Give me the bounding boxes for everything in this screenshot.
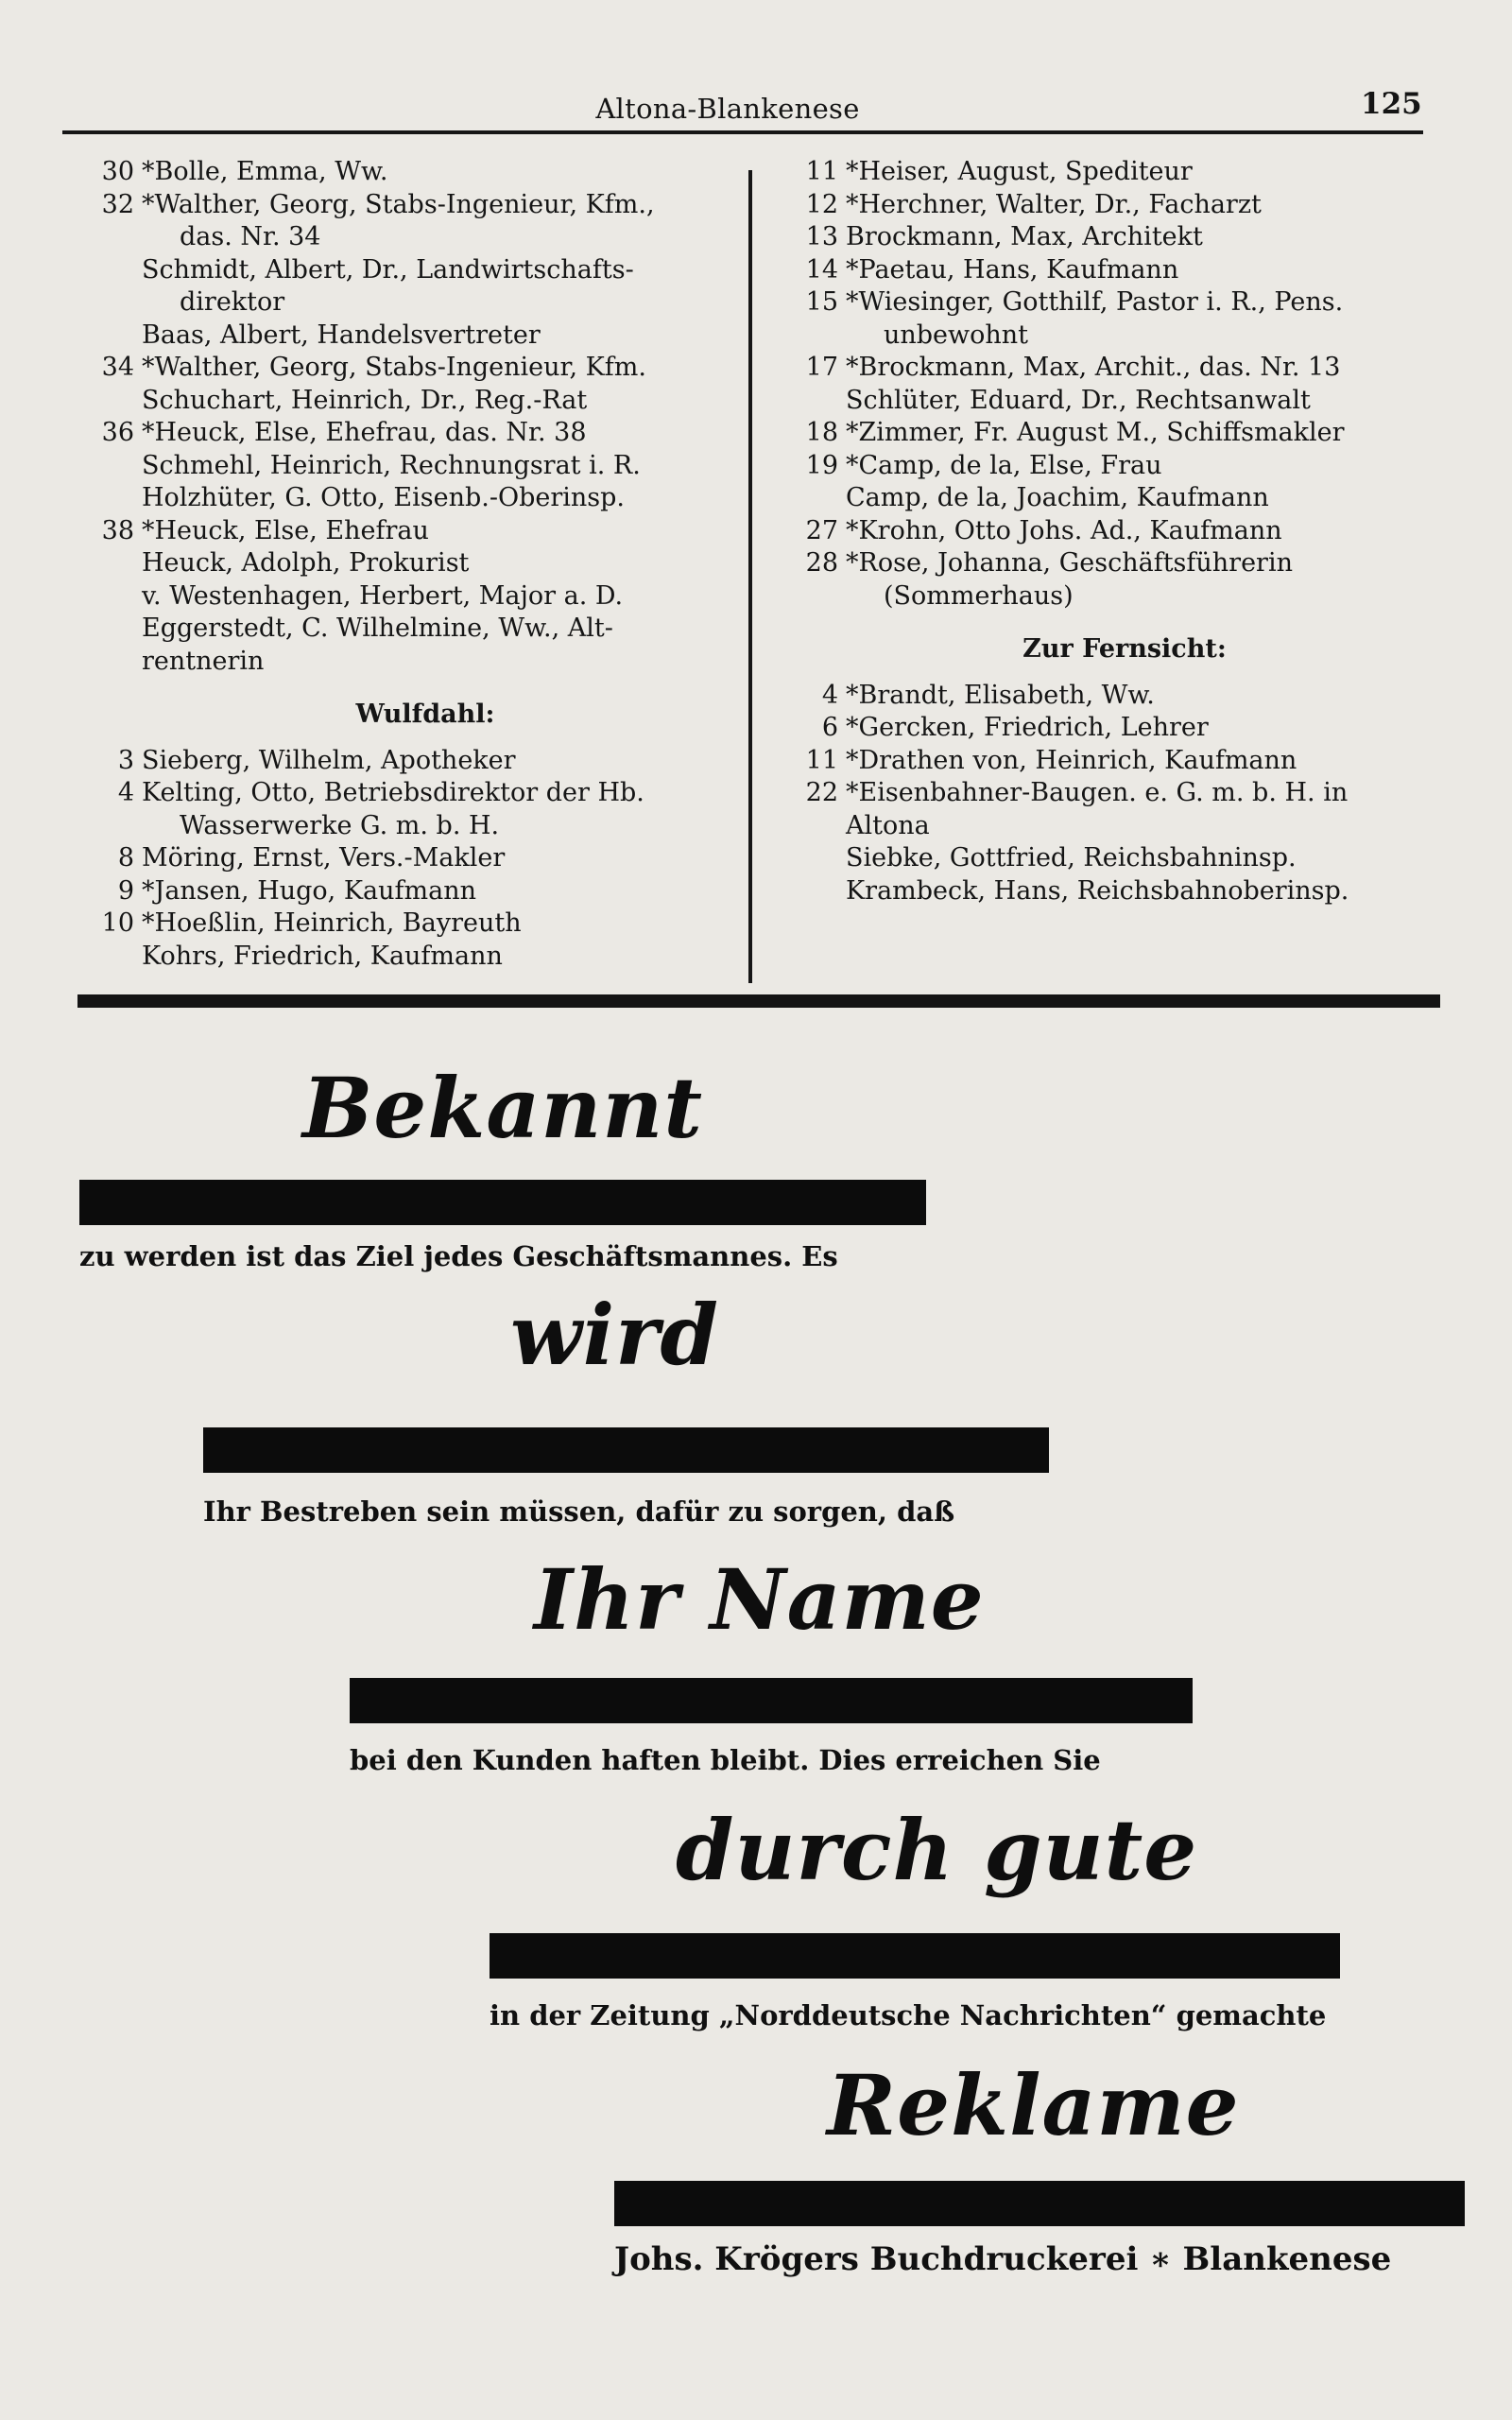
resident-text: *Drathen von, Heinrich, Kaufmann bbox=[846, 745, 1297, 775]
directory-entry bbox=[76, 482, 737, 515]
page-number: 125 bbox=[1361, 87, 1422, 121]
directory-entry bbox=[76, 842, 737, 875]
resident-text: *Gercken, Friedrich, Lehrer bbox=[846, 713, 1209, 742]
directory-entry bbox=[76, 547, 737, 580]
house-number: 38 bbox=[101, 515, 134, 545]
directory-entry bbox=[780, 254, 1441, 287]
house-number: 4 bbox=[117, 778, 134, 807]
left-entries-list bbox=[76, 156, 737, 678]
ad-text-line: in der Zeitung „Norddeutsche Nachrichten“ gemachte bbox=[490, 1999, 1327, 2031]
left-column bbox=[76, 156, 737, 973]
house-number: 11 bbox=[805, 157, 838, 186]
directory-entry bbox=[76, 417, 737, 450]
ad-word-reklame: Reklame bbox=[827, 2056, 1240, 2154]
house-number: 9 bbox=[117, 875, 134, 906]
directory-entry bbox=[780, 156, 1441, 189]
ad-word-bekannt: Bekannt bbox=[302, 1059, 703, 1157]
house-number: 27 bbox=[805, 515, 838, 545]
resident-text: Siebke, Gottfried, Reichsbahninsp. bbox=[846, 843, 1297, 873]
resident-text: Holzhüter, G. Otto, Eisenb.-Oberinsp. bbox=[142, 483, 626, 512]
house-number: 36 bbox=[101, 418, 134, 447]
directory-entry bbox=[76, 254, 737, 287]
resident-text: Schlüter, Eduard, Dr., Rechtsanwalt bbox=[846, 385, 1311, 415]
directory-entry bbox=[780, 875, 1441, 908]
resident-text: *Rose, Johanna, Geschäftsführerin bbox=[846, 548, 1293, 578]
directory-entry bbox=[76, 646, 737, 679]
directory-entry bbox=[76, 745, 737, 778]
resident-text: Baas, Albert, Handelsvertreter bbox=[142, 320, 541, 350]
right-column bbox=[780, 156, 1441, 908]
house-number: 19 bbox=[805, 450, 838, 480]
directory-entry bbox=[76, 221, 737, 254]
directory-entry bbox=[76, 580, 737, 614]
column-divider bbox=[748, 170, 752, 983]
resident-text: *Walther, Georg, Stabs-Ingenieur, Kfm. bbox=[142, 353, 646, 382]
resident-text: Schmidt, Albert, Dr., Landwirtschafts- bbox=[142, 254, 634, 285]
right-section-list bbox=[780, 680, 1441, 908]
resident-text: *Wiesinger, Gotthilf, Pastor i. R., Pens. bbox=[846, 287, 1344, 317]
resident-text: (Sommerhaus) bbox=[884, 580, 1074, 611]
resident-text: *Heuck, Else, Ehefrau bbox=[142, 515, 429, 545]
house-number: 30 bbox=[101, 157, 134, 186]
ad-printer-credit: Johs. Krögers Buchdruckerei ∗ Blankenese bbox=[614, 2240, 1392, 2278]
resident-text: unbewohnt bbox=[884, 320, 1029, 350]
directory-entry bbox=[780, 810, 1441, 843]
ad-text-line: zu werden ist das Ziel jedes Geschäftsmannes. Es bbox=[79, 1240, 838, 1272]
house-number: 13 bbox=[805, 222, 838, 251]
ad-black-bar bbox=[614, 2181, 1465, 2226]
house-number: 6 bbox=[821, 713, 838, 742]
resident-text: direktor bbox=[180, 287, 285, 317]
directory-entry bbox=[780, 745, 1441, 778]
resident-text: rentnerin bbox=[142, 646, 265, 676]
directory-entry bbox=[76, 385, 737, 418]
resident-text: *Heiser, August, Spediteur bbox=[846, 157, 1193, 186]
directory-entry bbox=[76, 941, 737, 974]
directory-entry bbox=[780, 842, 1441, 875]
house-number: 17 bbox=[805, 353, 838, 382]
directory-entry bbox=[76, 613, 737, 646]
section-separator-rule bbox=[77, 994, 1440, 1008]
section-heading-wulfdahl: Wulfdahl: bbox=[355, 700, 495, 729]
resident-text: Brockmann, Max, Architekt bbox=[846, 222, 1203, 251]
resident-text: Camp, de la, Joachim, Kaufmann bbox=[846, 483, 1269, 512]
directory-entry bbox=[780, 352, 1441, 385]
section-heading-fernsicht: Zur Fernsicht: bbox=[1022, 634, 1227, 664]
directory-entry bbox=[780, 482, 1441, 515]
directory-entry bbox=[780, 221, 1441, 254]
resident-text: Schmehl, Heinrich, Rechnungsrat i. R. bbox=[142, 450, 641, 480]
resident-text: *Paetau, Hans, Kaufmann bbox=[846, 254, 1179, 285]
house-number: 8 bbox=[117, 843, 134, 873]
resident-text: *Brandt, Elisabeth, Ww. bbox=[846, 680, 1155, 710]
ad-black-bar bbox=[350, 1678, 1193, 1723]
directory-entry bbox=[780, 712, 1441, 745]
house-number: 14 bbox=[805, 254, 838, 285]
resident-text: Kelting, Otto, Betriebsdirektor der Hb. bbox=[142, 778, 644, 807]
house-number: 15 bbox=[805, 287, 838, 317]
resident-text: *Camp, de la, Else, Frau bbox=[846, 450, 1162, 480]
header-rule bbox=[62, 130, 1423, 134]
directory-entry bbox=[780, 417, 1441, 450]
directory-entry bbox=[780, 515, 1441, 548]
house-number: 18 bbox=[805, 418, 838, 447]
resident-text: *Zimmer, Fr. August M., Schiffsmakler bbox=[846, 418, 1345, 447]
directory-entry bbox=[780, 385, 1441, 418]
directory-entry bbox=[780, 450, 1441, 483]
house-number: 10 bbox=[101, 908, 134, 938]
house-number: 22 bbox=[805, 778, 838, 807]
directory-entry bbox=[780, 286, 1441, 320]
resident-text: *Hoeßlin, Heinrich, Bayreuth bbox=[142, 908, 522, 938]
page-header-title: Altona-Blankenese bbox=[595, 93, 860, 125]
resident-text: *Brockmann, Max, Archit., das. Nr. 13 bbox=[846, 353, 1341, 382]
resident-text: *Krohn, Otto Johs. Ad., Kaufmann bbox=[846, 515, 1282, 545]
directory-entry bbox=[76, 450, 737, 483]
resident-text: Krambeck, Hans, Reichsbahnoberinsp. bbox=[846, 875, 1349, 906]
directory-entry bbox=[76, 320, 737, 353]
resident-text: Möring, Ernst, Vers.-Makler bbox=[142, 843, 506, 873]
ad-black-bar bbox=[203, 1427, 1049, 1473]
directory-entry bbox=[780, 777, 1441, 810]
resident-text: v. Westenhagen, Herbert, Major a. D. bbox=[142, 580, 624, 611]
ad-word-wird: wird bbox=[510, 1286, 720, 1384]
house-number: 28 bbox=[805, 548, 838, 578]
directory-entry bbox=[76, 352, 737, 385]
directory-entry bbox=[76, 908, 737, 941]
resident-text: Sieberg, Wilhelm, Apotheker bbox=[142, 745, 516, 775]
house-number: 3 bbox=[117, 745, 134, 775]
resident-text: Eggerstedt, C. Wilhelmine, Ww., Alt- bbox=[142, 614, 613, 643]
resident-text: *Heuck, Else, Ehefrau, das. Nr. 38 bbox=[142, 418, 587, 447]
resident-text: *Bolle, Emma, Ww. bbox=[142, 157, 388, 186]
directory-entry bbox=[76, 189, 737, 222]
resident-text: Altona bbox=[846, 810, 930, 840]
directory-entry bbox=[76, 777, 737, 810]
resident-text: *Eisenbahner-Baugen. e. G. m. b. H. in bbox=[846, 778, 1349, 807]
house-number: 11 bbox=[805, 745, 838, 775]
house-number: 12 bbox=[805, 189, 838, 219]
directory-entry bbox=[76, 156, 737, 189]
resident-text: Kohrs, Friedrich, Kaufmann bbox=[142, 941, 503, 971]
directory-entry bbox=[76, 515, 737, 548]
house-number: 4 bbox=[821, 680, 838, 710]
ad-word-durch-gute: durch gute bbox=[676, 1801, 1198, 1899]
house-number: 34 bbox=[101, 353, 134, 382]
resident-text: *Walther, Georg, Stabs-Ingenieur, Kfm., bbox=[142, 189, 655, 219]
directory-entry bbox=[780, 580, 1441, 614]
resident-text: Wasserwerke G. m. b. H. bbox=[180, 810, 500, 840]
directory-entry bbox=[76, 875, 737, 908]
ad-black-bar bbox=[490, 1933, 1340, 1979]
directory-entry bbox=[780, 189, 1441, 222]
directory-entry bbox=[76, 286, 737, 320]
resident-text: *Jansen, Hugo, Kaufmann bbox=[142, 875, 476, 906]
resident-text: Schuchart, Heinrich, Dr., Reg.-Rat bbox=[142, 385, 588, 415]
ad-word-ihr-name: Ihr Name bbox=[534, 1550, 985, 1649]
right-entries-list bbox=[780, 156, 1441, 613]
left-section-list bbox=[76, 745, 737, 974]
directory-entry bbox=[780, 680, 1441, 713]
directory-entry bbox=[780, 320, 1441, 353]
resident-text: Heuck, Adolph, Prokurist bbox=[142, 548, 470, 578]
resident-text: *Herchner, Walter, Dr., Facharzt bbox=[846, 189, 1262, 219]
resident-text: das. Nr. 34 bbox=[180, 222, 321, 251]
directory-entry bbox=[76, 810, 737, 843]
directory-entry bbox=[780, 547, 1441, 580]
house-number: 32 bbox=[101, 189, 134, 219]
ad-text-line: bei den Kunden haften bleibt. Dies erreichen Sie bbox=[350, 1744, 1101, 1776]
ad-black-bar bbox=[79, 1180, 926, 1225]
ad-text-line: Ihr Bestreben sein müssen, dafür zu sorgen, daß bbox=[203, 1495, 955, 1528]
